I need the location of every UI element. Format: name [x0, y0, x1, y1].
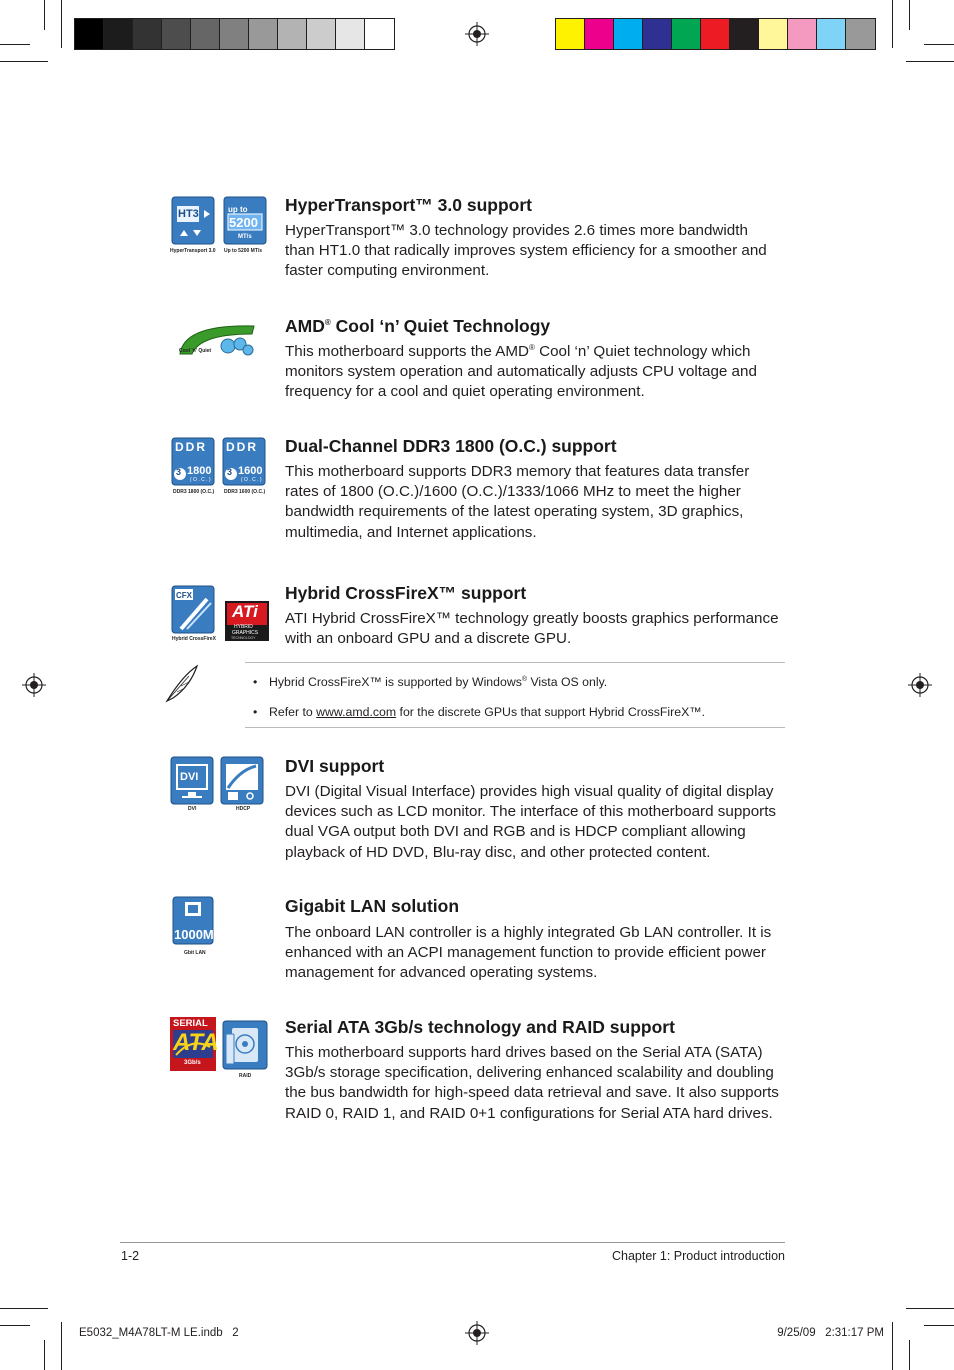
cool-n-quiet-title: AMD® Cool ‘n’ Quiet Technology	[285, 316, 551, 336]
ht3-caption: HyperTransport 3.0	[170, 248, 216, 254]
color-swatch	[788, 19, 817, 49]
ddr3-body: This motherboard supports DDR3 memory that features data transfer rates of 1800 (O.C.)/1600 (O.C.)/1333/1066 MHz to meet the higher bandwidth requirements of the latest operating system, 3D graphics, multimedia, and Internet applications.	[285, 463, 750, 541]
serial-ata-title: Serial ATA 3Gb/s technology and RAID support	[285, 1017, 675, 1037]
gigabit-lan-body: The onboard LAN controller is a highly integrated Gb LAN controller. It is enhanced with an ACPI management function to provide efficient power management for advanced operating systems.	[285, 924, 772, 982]
process-color-bar	[555, 18, 876, 50]
crop-mark	[0, 44, 30, 45]
sata-ata-text: ATA	[173, 1029, 219, 1056]
crossfirex-caption: Hybrid CrossFireX	[172, 636, 216, 642]
crossfirex-body: ATI Hybrid CrossFireX™ technology greatly boosts graphics performance with an onboard GPU and a discrete GPU.	[285, 610, 779, 648]
ddr3-1800-oc: ( O . C . )	[190, 477, 211, 483]
crop-mark	[924, 44, 954, 45]
hypertransport-body: HyperTransport™ 3.0 technology provides 2.6 times more bandwidth than HT1.0 that radically improves system efficiency for a smoother and faster computing environment.	[285, 222, 767, 280]
color-swatch	[614, 19, 643, 49]
crop-mark	[924, 1325, 954, 1326]
registration-mark-icon	[465, 1321, 489, 1345]
color-swatch	[556, 19, 585, 49]
ddr3-1600-value: 1600	[238, 465, 263, 477]
ati-logo-text: ATi	[232, 602, 258, 621]
dvi-label: DVI	[180, 771, 199, 783]
color-swatch	[365, 19, 394, 49]
hdcp-icon	[220, 756, 264, 811]
mts-top-text: up to	[228, 205, 248, 214]
ati-technology-text: TECHNOLOGY	[231, 636, 256, 640]
dvi-title: DVI support	[285, 756, 385, 776]
dvi-caption: DVI	[188, 806, 197, 812]
crop-mark	[906, 61, 954, 62]
crop-mark	[909, 0, 910, 30]
cool-n-quiet-body: This motherboard supports the AMD® Cool ‘n’ Quiet technology which monitors system operation and automatically adjusts CPU voltage and frequency for a cool and quiet operating environment.	[285, 342, 757, 401]
ddr3-1800-value: 1800	[187, 465, 212, 477]
chapter-title: Chapter 1: Product introduction	[611, 1249, 785, 1263]
color-swatch	[701, 19, 730, 49]
crossfirex-label: CFX	[176, 591, 192, 600]
footer-rule	[120, 1242, 785, 1243]
slug-filename: E5032_M4A78LT-M LE.indb 2	[79, 1327, 239, 1339]
color-swatch	[307, 19, 336, 49]
ddr3-1600-text: DDR	[226, 440, 258, 454]
sata-speed-text: 3Gb/s	[184, 1060, 201, 1066]
mts-caption: Up to 5200 MT/s	[224, 248, 263, 254]
note-item-amd-link: • Refer to www.amd.com for the discrete GPUs that support Hybrid CrossFireX™.	[253, 705, 706, 719]
crop-mark	[0, 1325, 30, 1326]
hypertransport-icon	[171, 196, 215, 251]
color-swatch	[336, 19, 365, 49]
crossfirex-title: Hybrid CrossFireX™ support	[285, 583, 527, 603]
ddr3-1800-num: 3	[176, 467, 182, 477]
hypertransport-title: HyperTransport™ 3.0 support	[285, 195, 532, 215]
ddr3-1800-text: DDR	[175, 440, 207, 454]
color-swatch	[759, 19, 788, 49]
lan-caption: Gbit LAN	[184, 950, 206, 956]
registration-mark-icon	[22, 673, 46, 697]
sata-serial-text: SERIAL	[173, 1018, 208, 1029]
crop-mark	[909, 1340, 910, 1370]
gigabit-lan-icon	[172, 896, 214, 951]
ddr3-1600-oc: ( O . C . )	[241, 477, 262, 483]
cool-n-quiet-caption: Cool 'n' Quiet	[179, 348, 212, 354]
registration-mark-icon	[908, 673, 932, 697]
color-swatch	[585, 19, 614, 49]
crop-mark	[44, 0, 45, 30]
raid-icon	[222, 1020, 268, 1075]
grayscale-color-bar	[74, 18, 395, 50]
dvi-body: DVI (Digital Visual Interface) provides high visual quality of digital display devices such as LCD monitor. The interface of this motherboard supports dual VGA output both DVI and RGB and is HDCP compliant allowing playback of HD DVD, Blu-ray disc, and other protected content.	[285, 783, 777, 861]
crop-mark	[0, 61, 48, 62]
registration-mark-icon	[465, 22, 489, 46]
color-swatch	[220, 19, 249, 49]
color-swatch	[104, 19, 133, 49]
ddr3-1600-caption: DDR3 1600 (O.C.)	[224, 489, 266, 495]
serial-ata-body: This motherboard supports hard drives based on the Serial ATA (SATA) 3Gb/s storage specification, delivering enhanced scalability and doubling the bus bandwidth for high-speed data retrieval and save. It also supports RAID 0, RAID 1, and RAID 0+1 configurations for Serial ATA hard drives.	[285, 1044, 779, 1122]
raid-caption: RAID	[239, 1073, 252, 1079]
color-swatch	[249, 19, 278, 49]
crop-mark	[892, 1322, 893, 1370]
lan-1000m-label: 1000M	[174, 927, 214, 942]
slug-timestamp: 9/25/09 2:31:17 PM	[777, 1327, 884, 1339]
ati-hybrid-text: HYBRID	[234, 624, 253, 630]
color-swatch	[278, 19, 307, 49]
color-swatch	[75, 19, 104, 49]
mts-value: 5200	[229, 215, 258, 230]
color-swatch	[730, 19, 759, 49]
note-box	[245, 662, 785, 728]
crop-mark	[0, 1308, 48, 1309]
color-swatch	[643, 19, 672, 49]
ddr3-title: Dual-Channel DDR3 1800 (O.C.) support	[285, 436, 617, 456]
ati-graphics-text: GRAPHICS	[232, 630, 259, 636]
crop-mark	[44, 1340, 45, 1370]
cool-n-quiet-icon	[172, 318, 262, 365]
note-item-windows-vista: • Hybrid CrossFireX™ is supported by Windows® Vista OS only.	[253, 675, 608, 689]
crop-mark	[892, 0, 893, 48]
crop-mark	[61, 0, 62, 48]
color-swatch	[846, 19, 875, 49]
color-swatch	[191, 19, 220, 49]
dvi-icon	[170, 756, 214, 811]
amd-website-link[interactable]: www.amd.com	[316, 705, 397, 719]
color-swatch	[817, 19, 846, 49]
page-number: 1-2	[121, 1249, 140, 1263]
ddr3-1800-caption: DDR3 1800 (O.C.)	[173, 489, 215, 495]
color-swatch	[133, 19, 162, 49]
ht3-label: HT3	[178, 208, 199, 220]
color-swatch	[672, 19, 701, 49]
crop-mark	[906, 1308, 954, 1309]
ddr3-1600-num: 3	[227, 467, 233, 477]
note-feather-icon	[163, 664, 199, 709]
color-swatch	[162, 19, 191, 49]
mts-unit: MT/s	[238, 234, 252, 240]
gigabit-lan-title: Gigabit LAN solution	[285, 896, 460, 916]
crop-mark	[61, 1322, 62, 1370]
hdcp-caption: HDCP	[236, 806, 251, 812]
